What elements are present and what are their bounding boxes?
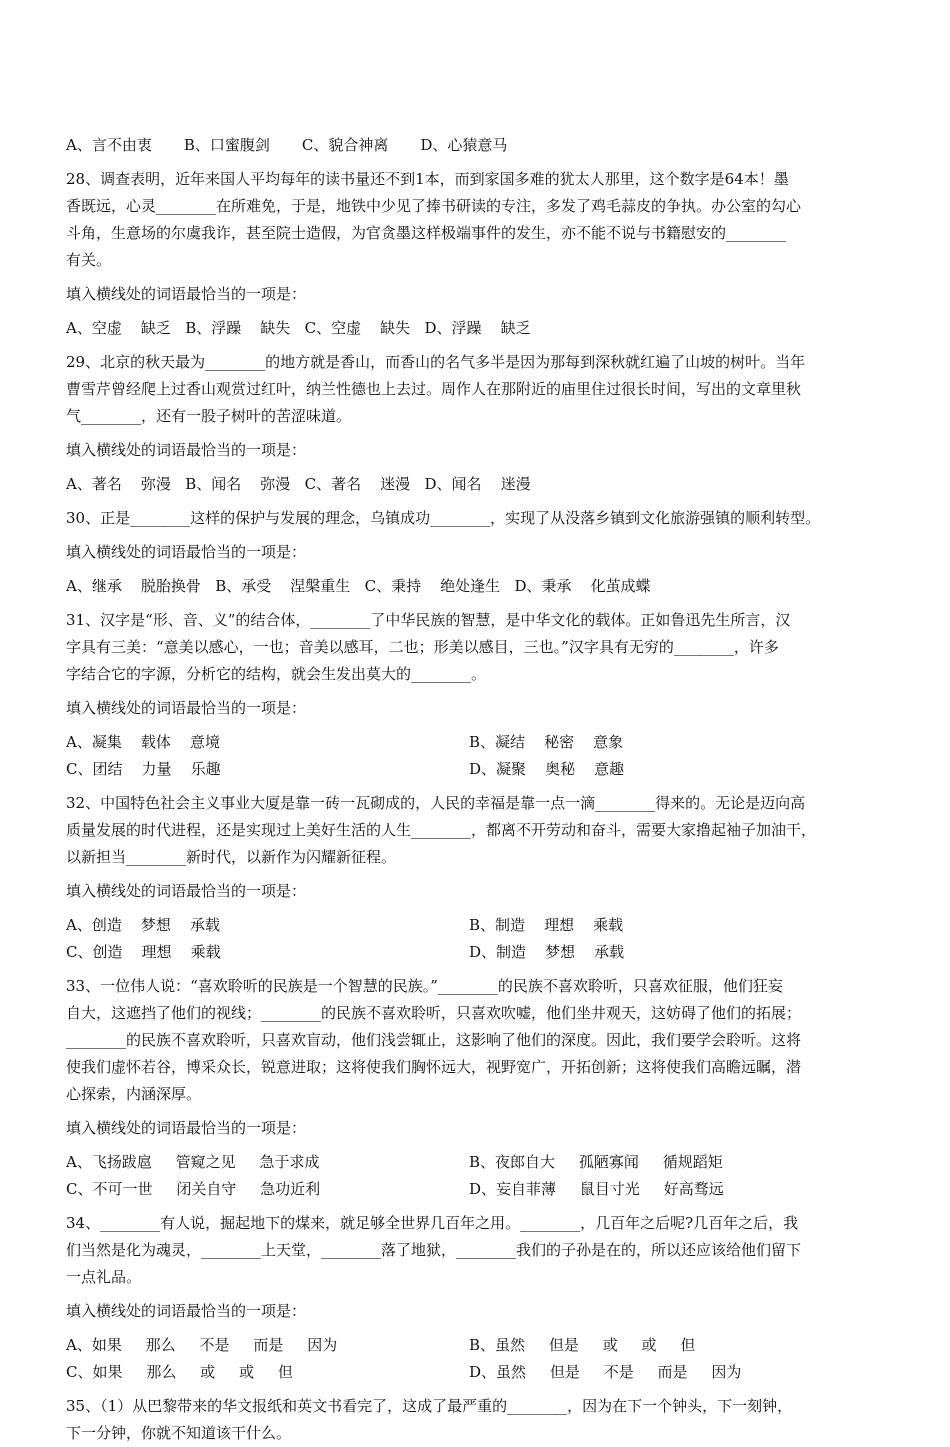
q28-line-3: 斗角，生意场的尔虞我诈，甚至院士造假，为官贪墨这样极端事件的发生，亦不能不说与书籍慰安的________: [66, 224, 787, 242]
q33-line-1: 33、一位伟人说：“喜欢聆听的民族是一个智慧的民族。”________的民族不喜欢聆听，只喜欢征服，他们狂妄: [66, 977, 783, 995]
q33-line-5: 心探索，内涵深厚。: [66, 1085, 202, 1103]
q34-line-2: 们当然是化为魂灵，________上天堂，________落了地狱，________我们的子孙是在的，所以还应该给他们留下: [66, 1241, 802, 1259]
q29-options: A、著名 弥漫 B、闻名 弥漫 C、著名 迷漫 D、闻名 迷漫: [66, 475, 531, 493]
q31-line-3: 字结合它的字源，分析它的结构，就会生发出莫大的________。: [66, 665, 487, 683]
q31-options-row-2: [66, 756, 886, 783]
q35-line-2: 下一分钟，你就不知道该干什么。: [66, 1424, 292, 1442]
q33-line-2: 自大，这遮挡了他们的视线；________的民族不喜欢聆听，只喜欢吹嘘，他们坐井观天，这妨碍了他们的拓展；: [66, 1004, 802, 1022]
q27-option-a: A、言不由衷: [66, 136, 152, 154]
q31-options-row-1: [66, 729, 886, 756]
q29-prompt: 填入横线处的词语最恰当的一项是：: [66, 441, 307, 459]
q33-option-d: D、妄自菲薄 鼠目寸光 好高骛远: [469, 1180, 724, 1198]
q28-options: A、空虚 缺乏 B、浮躁 缺失 C、空虚 缺失 D、浮躁 缺乏: [66, 319, 531, 337]
q27-options: [66, 132, 886, 159]
q33-prompt: 填入横线处的词语最恰当的一项是：: [66, 1119, 307, 1137]
q28-prompt: 填入横线处的词语最恰当的一项是：: [66, 285, 307, 303]
q32-option-d: D、制造 梦想 承载: [469, 943, 625, 961]
q34-line-3: 一点礼品。: [66, 1268, 142, 1286]
q28-line-1: 28、调查表明，近年来国人平均每年的读书量还不到1本，而到家国多难的犹太人那里，这个数字是64本！墨: [66, 170, 789, 188]
q30-prompt: 填入横线处的词语最恰当的一项是：: [66, 543, 307, 561]
q33-option-b: B、夜郎自大 孤陋寡闻 循规蹈矩: [469, 1153, 723, 1171]
q29-line-2: 曹雪芹曾经爬上过香山观赏过红叶，纳兰性德也上去过。周作人在那附近的庙里住过很长时间，写出的文章里秋: [66, 380, 802, 398]
q34-option-b: B、虽然 但是 或 或 但: [469, 1336, 696, 1354]
q34-option-d: D、虽然 但是 不是 而是 因为: [469, 1363, 742, 1381]
q34-option-a: A、如果 那么 不是 而是 因为: [66, 1336, 338, 1354]
q31-option-d: D、凝聚 奥秘 意趣: [469, 760, 625, 778]
q32-prompt: 填入横线处的词语最恰当的一项是：: [66, 882, 307, 900]
q29-line-3: 气________，还有一股子树叶的苦涩味道。: [66, 407, 352, 425]
q31-option-b: B、凝结 秘密 意象: [469, 733, 624, 751]
q28-line-2: 香既远，心灵________在所难免，于是，地铁中少见了捧书研读的专注，多发了鸡毛蒜皮的争执。办公室的勾心: [66, 197, 802, 215]
q32-options-row-1: [66, 912, 886, 939]
q28-line-4: 有关。: [66, 251, 112, 269]
q34-line-1: 34、________有人说，掘起地下的煤来，就足够全世界几百年之用。________，几百年之后呢?几百年之后，我: [66, 1214, 799, 1232]
q31-prompt: 填入横线处的词语最恰当的一项是：: [66, 699, 307, 717]
q32-option-c: C、创造 理想 乘载: [66, 943, 221, 961]
q32-line-3: 以新担当________新时代，以新作为闪耀新征程。: [66, 848, 397, 866]
q34-prompt: 填入横线处的词语最恰当的一项是：: [66, 1302, 307, 1320]
q30-line-1: 30、正是________这样的保护与发展的理念，乌镇成功________，实现了从没落乡镇到文化旅游强镇的顺利转型。: [66, 509, 821, 527]
q31-option-a: A、凝集 载体 意境: [66, 733, 220, 751]
q33-options-row-1: [66, 1149, 886, 1176]
q32-option-a: A、创造 梦想 承载: [66, 916, 220, 934]
q27-option-c: C、貌合神离: [301, 136, 389, 154]
q33-line-4: 使我们虚怀若谷，博采众长，锐意进取；这将使我们胸怀远大，视野宽广，开拓创新；这将使我们高瞻远瞩，潜: [66, 1058, 802, 1076]
q33-options-row-2: [66, 1176, 886, 1203]
q33-option-a: A、飞扬跋扈 管窥之见 急于求成: [66, 1153, 320, 1171]
questions-container: [66, 132, 886, 1447]
q31-option-c: C、团结 力量 乐趣: [66, 760, 221, 778]
q32-option-b: B、制造 理想 乘载: [469, 916, 624, 934]
q33-line-3: ________的民族不喜欢聆听，只喜欢盲动，他们浅尝辄止，这影响了他们的深度。因此，我们要学会聆听。这将: [66, 1031, 802, 1049]
q32-line-1: 32、中国特色社会主义事业大厦是靠一砖一瓦砌成的，人民的幸福是靠一点一滴________得来的。无论是迈向高: [66, 794, 806, 812]
q34-options-row-1: [66, 1332, 886, 1359]
q27-option-b: B、口蜜腹剑: [183, 136, 270, 154]
q34-options-row-2: [66, 1359, 886, 1386]
q31-line-1: 31、汉字是“形、音、义”的结合体，________了中华民族的智慧，是中华文化的载体。正如鲁迅先生所言，汉: [66, 611, 791, 629]
q34-option-c: C、如果 那么 或 或 但: [66, 1363, 293, 1381]
q27-option-d: D、心猿意马: [420, 136, 508, 154]
q33-option-c: C、不可一世 闭关自守 急功近利: [66, 1180, 321, 1198]
q32-options-row-2: [66, 939, 886, 966]
q31-line-2: 字具有三美：“意美以感心，一也；音美以感耳，二也；形美以感目，三也。”汉字具有无穷的________，许多: [66, 638, 779, 656]
q29-line-1: 29、北京的秋天最为________的地方就是香山，而香山的名气多半是因为那每到深秋就红遍了山坡的树叶。当年: [66, 353, 806, 371]
q32-line-2: 质量发展的时代进程，还是实现过上美好生活的人生________，都离不开劳动和奋斗，需要大家撸起袖子加油干，: [66, 821, 817, 839]
q30-options: A、继承 脱胎换骨 B、承受 涅槃重生 C、秉持 绝处逢生 D、秉承 化茧成蝶: [66, 577, 651, 595]
q35-line-1: 35、（1）从巴黎带来的华文报纸和英文书看完了，这成了最严重的________，因为在下一个钟头，下一刻钟，: [66, 1397, 793, 1415]
